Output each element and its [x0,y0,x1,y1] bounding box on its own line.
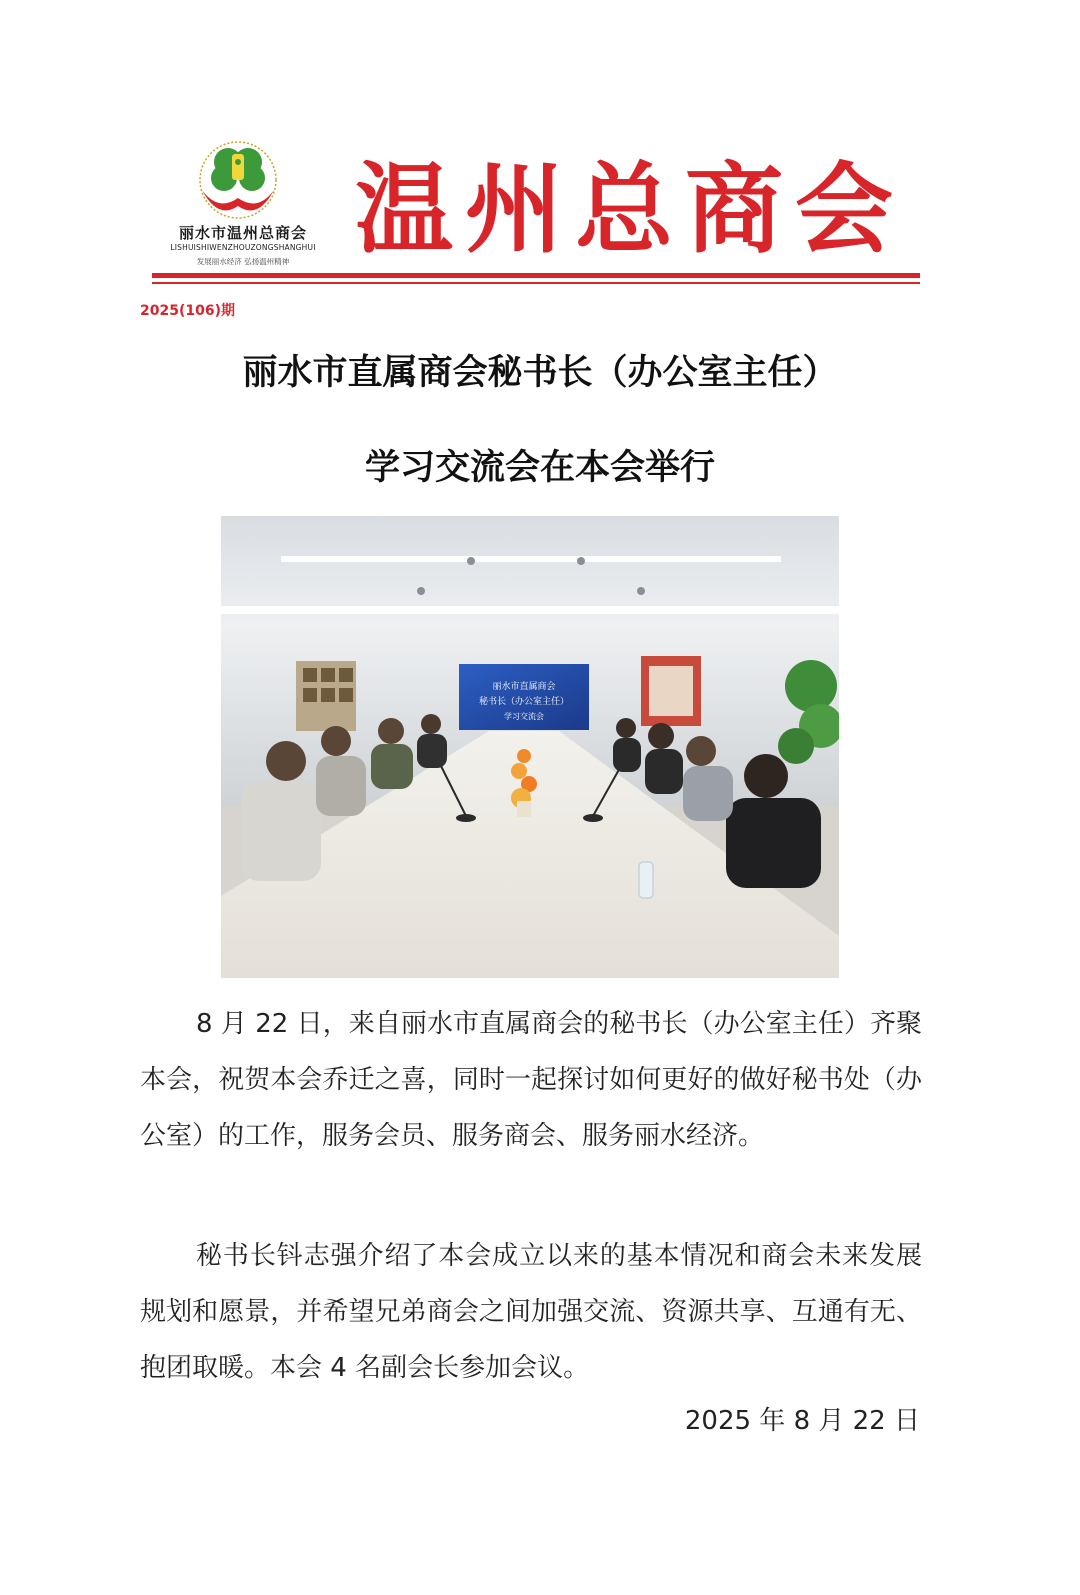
headline-line-2: 学习交流会在本会举行 [364,448,715,488]
logo-slogan: 发展丽水经济 弘扬温州精神 [196,257,290,266]
masthead-rule-thin [152,282,920,284]
screen-line-2: 秘书长（办公室主任） [478,697,570,707]
chamber-logo [158,140,328,270]
masthead-rule-thick [152,273,920,278]
screen-line-3: 学习交流会 [504,712,544,721]
issue-number: 2025(106)期 [140,303,235,319]
article-date: 2025 年 8 月 22 日 [684,1406,920,1436]
body-paragraph-1: 8 月 22 日，来自丽水市直属商会的秘书长（办公室主任）齐聚本会，祝贺本会乔迁之喜，同时一起探讨如何更好的做好秘书处（办公室）的工作，服务会员、服务商会、服务丽水经济。 [140,1009,922,1151]
screen-line-1: 丽水市直属商会 [492,682,556,692]
headline-line-1: 丽水市直属商会秘书长（办公室主任） [242,353,838,393]
body-paragraph-2: 秘书长钭志强介绍了本会成立以来的基本情况和商会未来发展规划和愿景，并希望兄弟商会之间加强交流、资源共享、互通有无、抱团取暖。本会 4 名副会长参加会议。 [140,1241,922,1383]
logo-name: 丽水市温州总商会 [178,224,307,242]
meeting-photo [221,516,839,978]
masthead-title: 温州总商会 [355,152,906,267]
logo-pinyin: LISHUISHIWENZHOUZONGSHANGHUI [170,243,316,252]
clover-emblem-icon [188,140,288,220]
